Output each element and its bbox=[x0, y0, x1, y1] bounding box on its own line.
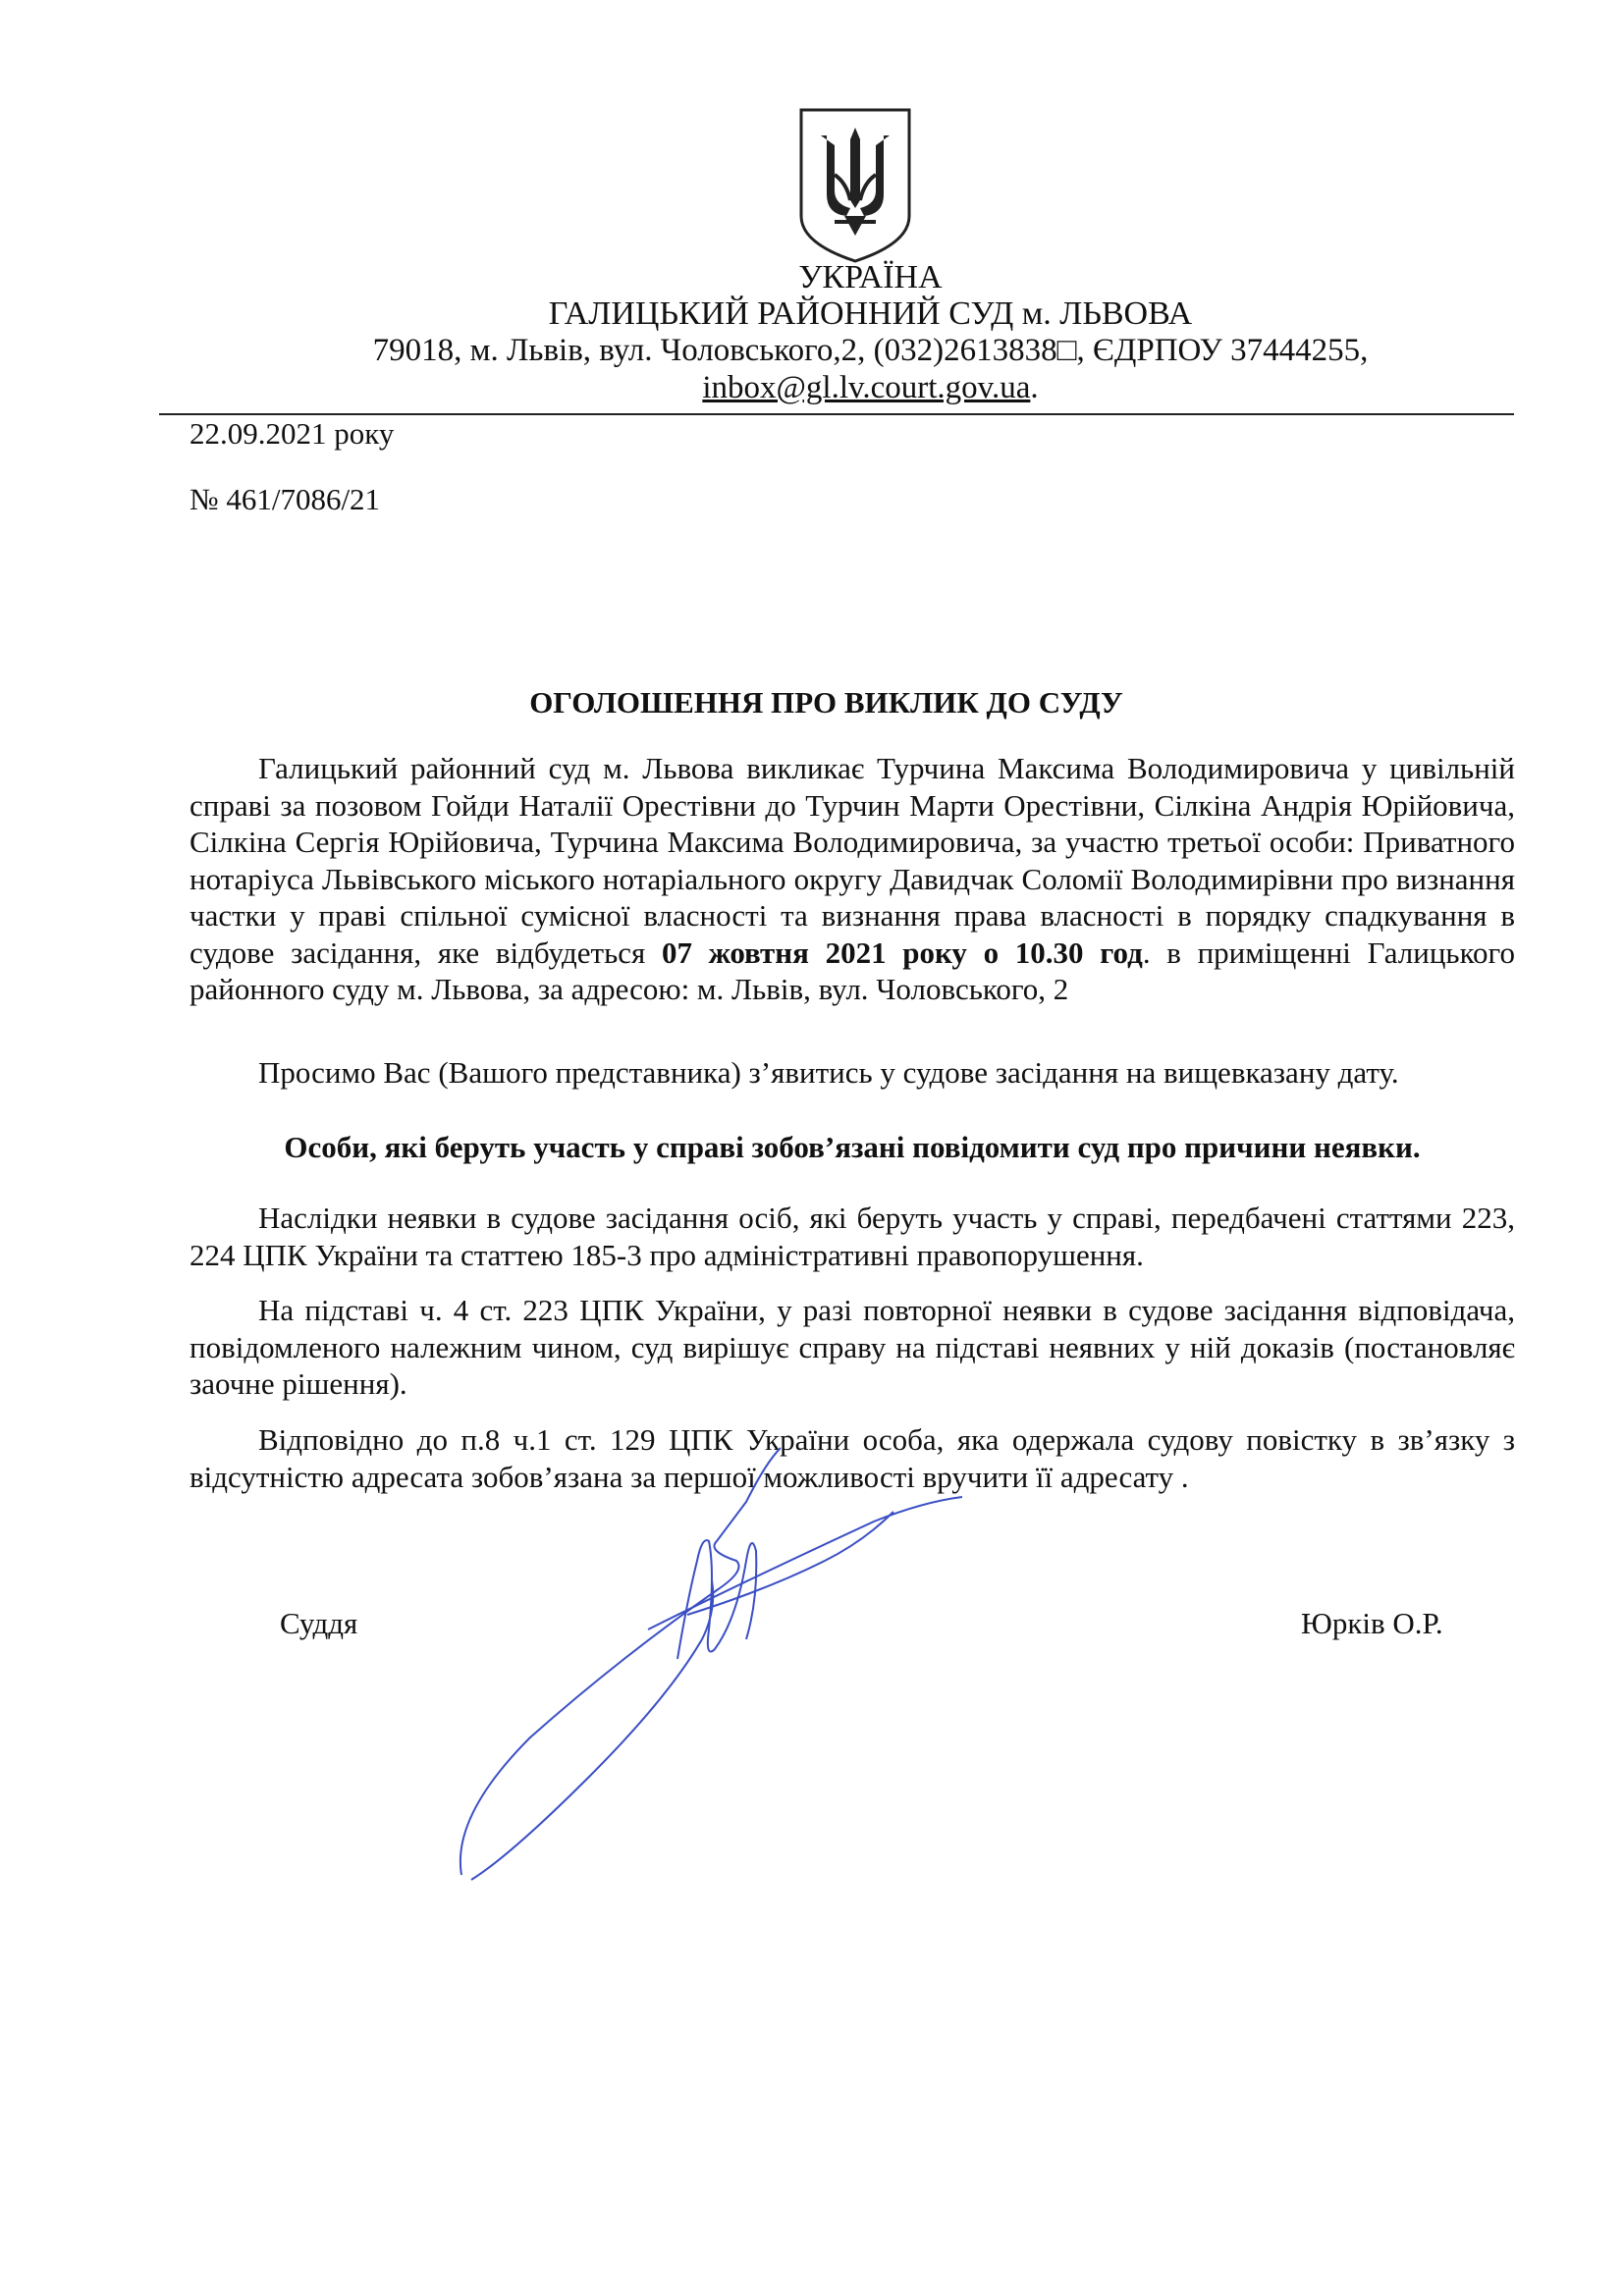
header-court-name: ГАЛИЦЬКИЙ РАЙОННИЙ СУД м. ЛЬВОВА bbox=[548, 295, 1193, 332]
paragraph-obligation: Особи, які беруть участь у справі зобов’язані повідомити суд про причини неявки. bbox=[284, 1130, 1421, 1164]
email-link[interactable]: inbox@gl.lv.court.gov.ua bbox=[702, 370, 1031, 405]
signature-label: Суддя bbox=[280, 1606, 358, 1640]
header-email-line bbox=[59, 368, 1623, 407]
judge-name: Юрків О.Р. bbox=[1301, 1606, 1443, 1640]
paragraph-summons bbox=[189, 750, 1515, 1008]
paragraph-absentee-ruling: На підставі ч. 4 ст. 223 ЦПК України, у разі повторної неявки в судове засідання відповідача, повідомленого належним чином, суд вирішує справу на підставі неявних у ній доказів (постановляє заочне рішення). bbox=[189, 1293, 1515, 1401]
case-number: № 461/7086/21 bbox=[189, 482, 381, 516]
document-date: 22.09.2021 року bbox=[189, 416, 395, 451]
page-title: ОГОЛОШЕННЯ ПРО ВИКЛИК ДО СУДУ bbox=[529, 685, 1123, 720]
hearing-datetime: 07 жовтня 2021 року о 10.30 год bbox=[661, 934, 1143, 970]
header-country: УКРАЇНА bbox=[798, 259, 943, 295]
header-edrpou: , ЄДРПОУ 37444255, bbox=[1076, 333, 1369, 368]
paragraph-summons-text: Галицький районний суд м. Львова викликає Турчина Максима Володимировича у цивільній справі за позовом Гойди Наталії Орестівни до Турчин Марти Орестівни, Сілкіна Андрія Юрійовича, Сілкіна Сергія Юрійовича, Турчина Максима Володимировича, за участю третьої особи: Приватного нотаріуса Львівського міського нотаріального округу Давидчак Соломії Володимирівни про визнання частки у праві спільної сумісної власності та визнання права власності в порядку спадкування в судове засідання, яке відбудеться bbox=[189, 751, 1515, 970]
handwritten-signature bbox=[452, 1443, 962, 1895]
paragraph-delivery: Відповідно до п.8 ч.1 ст. 129 ЦПК України особа, яка одержала судову повістку в зв’язку з відсутністю адресата зобов’язана за першої можливості вручити її адресату . bbox=[189, 1422, 1515, 1494]
email-trail: . bbox=[1030, 370, 1039, 405]
header-address-line bbox=[59, 331, 1623, 370]
phone-symbol-icon: □ bbox=[1056, 333, 1077, 368]
paragraph-consequences: Наслідки неявки в судове засідання осіб, які беруть участь у справі, передбачені статтями 223, 224 ЦПК України та статтею 185-3 про адміністративні правопорушення. bbox=[189, 1201, 1515, 1272]
paragraph-summons-tail: . в приміщенні Галицького районного суду м. Львова, за адресою: м. Львів, вул. Чоловського, 2 bbox=[189, 934, 1516, 1006]
header-address: 79018, м. Львів, вул. Чоловського,2, (032)2613838 bbox=[372, 333, 1057, 368]
paragraph-request: Просимо Вас (Вашого представника) з’явитись у судове засідання на вищевказану дату. bbox=[258, 1055, 1399, 1090]
header-divider bbox=[159, 413, 1514, 415]
coat-of-arms-trident-icon bbox=[795, 106, 915, 265]
